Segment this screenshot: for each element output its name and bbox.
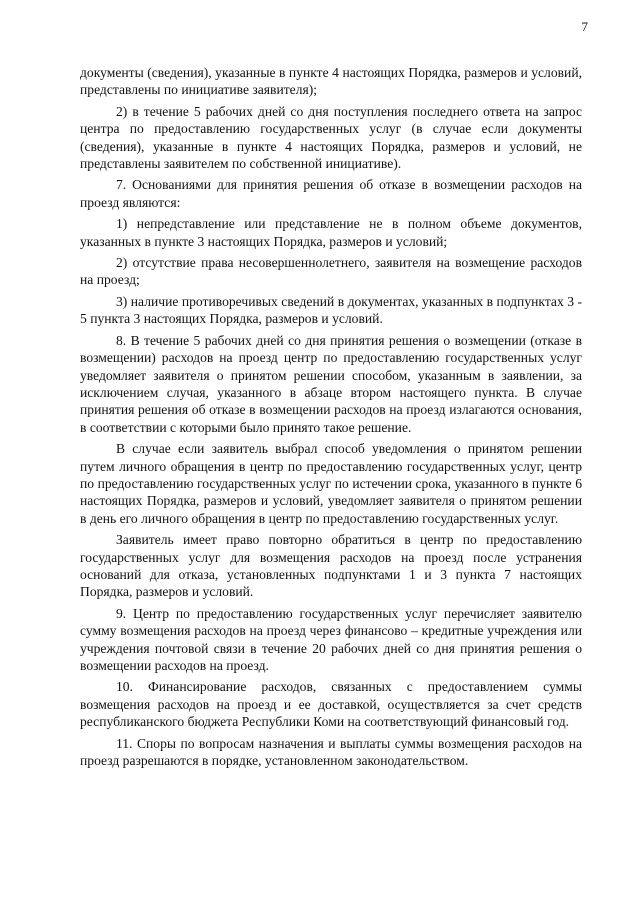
paragraph-6-2: 2) в течение 5 рабочих дней со дня поступления последнего ответа на запрос центра по предоставлению государственных услуг (в случае если документы (сведения), указанные в пункте 4 настоящих Порядка, размеров и условий, не представлены заявителем по собственной инициативе).: [80, 103, 582, 172]
paragraph-8-reapply: Заявитель имеет право повторно обратиться в центр по предоставлению государственных услуг для возмещения расходов на проезд после устранения оснований для отказа, установленных подпунктами 1 и 3 пункта 7 настоящих Порядка, размеров и условий.: [80, 532, 582, 600]
paragraph-8-notification: В случае если заявитель выбрал способ уведомления о принятом решении путем личного обращения в центр по предоставлению государственных услуг, центр по предоставлению государственных услуг по истечении срока, указанного в пункте 6 настоящих Порядка, размеров и условий, уведомляет заявителя о принятом решении в день его личного обращения в центр по предоставлению государственных услуг.: [80, 441, 582, 526]
paragraph-7: 7. Основаниями для принятия решения об отказе в возмещении расходов на проезд являются:: [80, 177, 582, 210]
page-number: 7: [581, 19, 588, 34]
paragraph-8: 8. В течение 5 рабочих дней со дня принятия решения о возмещении (отказе в возмещении) расходов на проезд центр по предоставлению государственных услуг уведомляет заявителя о принятом решении способом, указанным в заявлении, за исключением случая, указанного в абзаце втором настоящего пункта. В случае принятия решения об отказе в возмещении расходов на проезд излагаются основания, в соответствии с которыми было принято такое решение.: [80, 332, 582, 435]
paragraph-7-1: 1) непредставление или представление не в полном объеме документов, указанных в пункте 3 настоящих Порядка, размеров и условий;: [80, 216, 582, 249]
paragraph-9: 9. Центр по предоставлению государственных услуг перечисляет заявителю сумму возмещения расходов на проезд через финансово – кредитные учреждения или учреждения почтовой связи в течение 20 рабочих дней со дня принятия решения о возмещении расходов на проезд.: [80, 605, 582, 673]
document-body: [80, 64, 582, 773]
paragraph-10: 10. Финансирование расходов, связанных с предоставлением суммы возмещения расходов на проезд и ее доставкой, осуществляется за счет средств республиканского бюджета Республики Коми на соответствующий финансовый год.: [80, 679, 582, 730]
paragraph-11: 11. Споры по вопросам назначения и выплаты суммы возмещения расходов на проезд разрешаются в порядке, установленном законодательством.: [80, 735, 582, 769]
paragraph-7-3: 3) наличие противоречивых сведений в документах, указанных в подпунктах 3 - 5 пункта 3 настоящих Порядка, размеров и условий.: [80, 293, 582, 327]
paragraph-continuation: документы (сведения), указанные в пункте 4 настоящих Порядка, размеров и условий, представлены по инициативе заявителя);: [80, 65, 582, 98]
paragraph-7-2: 2) отсутствие права несовершеннолетнего, заявителя на возмещение расходов на проезд;: [80, 255, 582, 288]
